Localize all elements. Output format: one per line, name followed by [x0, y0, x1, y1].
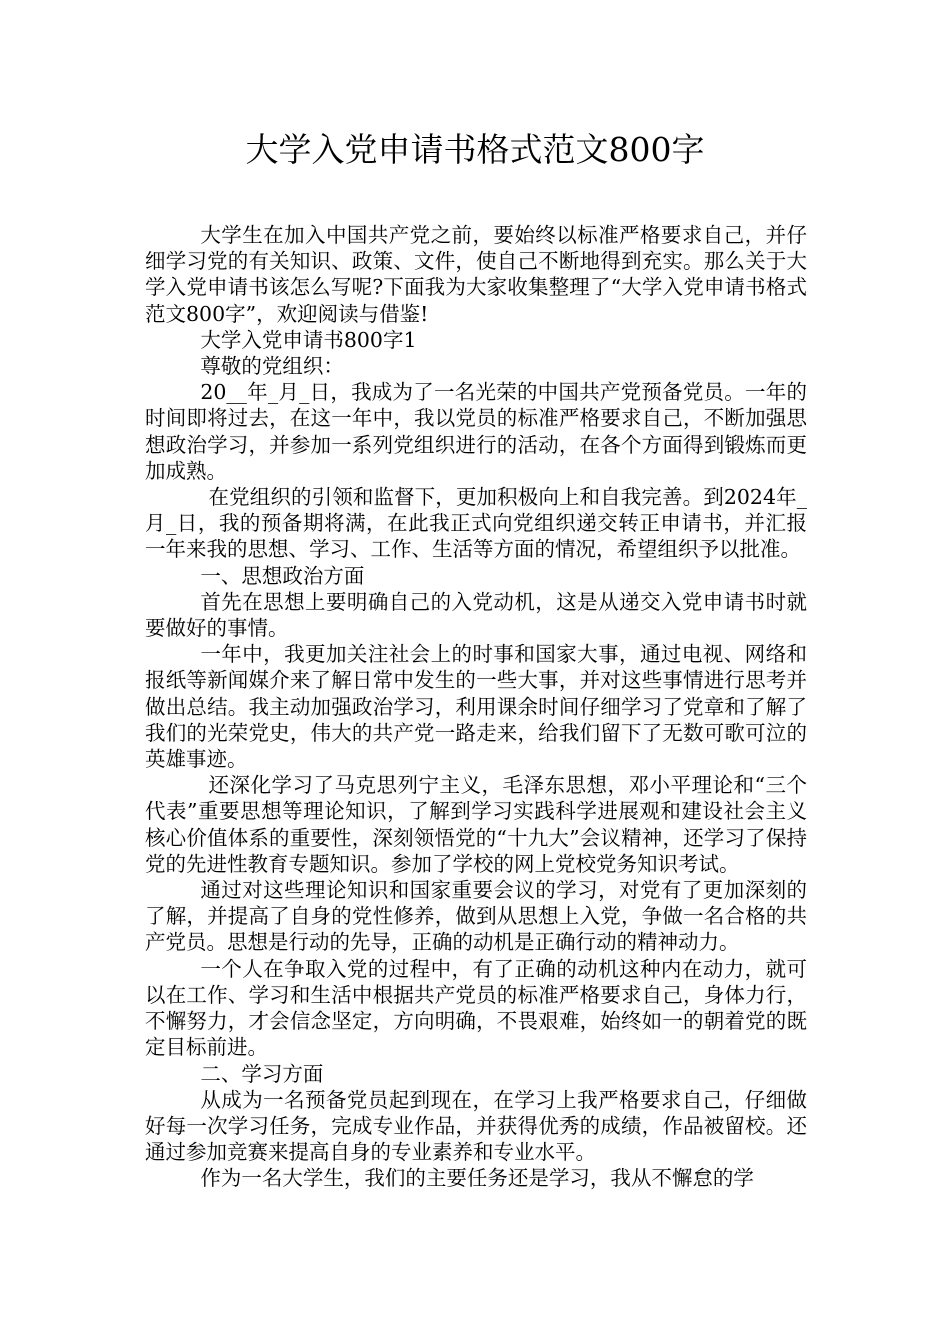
section-heading: 一、思想政治方面: [200, 563, 365, 588]
salutation: 尊敬的党组织：: [200, 354, 344, 379]
body-paragraph: 在党组织的引领和监督下，更加积极向上和自我完善。到2024年_月_日，我的预备期将满，在此我正式向党组织递交转正申请书，并汇报一年来我的思想、学习、工作、生活等方面的情况，希望组织予以批准。: [145, 485, 807, 562]
document-body: [145, 222, 807, 1192]
intro-paragraph: 大学生在加入中国共产党之前，要始终以标准严格要求自己，并仔细学习党的有关知识、政策、文件，使自己不断地得到充实。那么关于大学入党申请书该怎么写呢?下面我为大家收集整理了“大学入党申请书格式范文800字”，欢迎阅读与借鉴!: [145, 223, 807, 326]
body-paragraph: 还深化学习了马克思列宁主义，毛泽东思想，邓小平理论和“三个代表”重要思想等理论知识，了解到学习实践科学进展观和建设社会主义核心价值体系的重要性，深刻领悟党的“十九大”会议精神，还学习了保持党的先进性教育专题知识。参加了学校的网上党校党务知识考试。: [145, 773, 807, 876]
body-paragraph: 一年中，我更加关注社会上的时事和国家大事，通过电视、网络和报纸等新闻媒介来了解日常中发生的一些大事，并对这些事情进行思考并做出总结。我主动加强政治学习，利用课余时间仔细学习了党章和了解了我们的光荣党史，伟大的共产党一路走来，给我们留下了无数可歌可泣的英雄事迹。: [145, 642, 807, 772]
section-heading: 二、学习方面: [200, 1061, 324, 1086]
section-heading: 大学入党申请书800字1: [200, 327, 417, 352]
body-paragraph: 一个人在争取入党的过程中，有了正确的动机这种内在动力，就可以在工作、学习和生活中根据共产党员的标准严格要求自己，身体力行，不懈努力，才会信念坚定，方向明确，不畏艰难，始终如一的朝着党的既定目标前进。: [145, 956, 807, 1060]
body-paragraph: 首先在思想上要明确自己的入党动机，这是从递交入党申请书时就要做好的事情。: [145, 589, 807, 641]
document-title: 大学入党申请书格式范文800字: [245, 130, 705, 169]
body-paragraph: 通过对这些理论知识和国家重要会议的学习，对党有了更加深刻的了解，并提高了自身的党性修养，做到从思想上入党，争做一名合格的共产党员。思想是行动的先导，正确的动机是正确行动的精神动力。: [145, 878, 807, 955]
body-paragraph: 作为一名大学生，我们的主要任务还是学习，我从不懈怠的学: [200, 1166, 754, 1191]
body-paragraph: 20__年_月_日，我成为了一名光荣的中国共产党预备党员。一年的时间即将过去，在这一年中，我以党员的标准严格要求自己，不断加强思想政治学习，并参加一系列党组织进行的活动，在各个方面得到锻炼而更加成熟。: [145, 380, 807, 483]
body-paragraph: 从成为一名预备党员起到现在，在学习上我严格要求自己，仔细做好每一次学习任务，完成专业作品，并获得优秀的成绩，作品被留校。还通过参加竞赛来提高自身的专业素养和专业水平。: [145, 1087, 807, 1165]
